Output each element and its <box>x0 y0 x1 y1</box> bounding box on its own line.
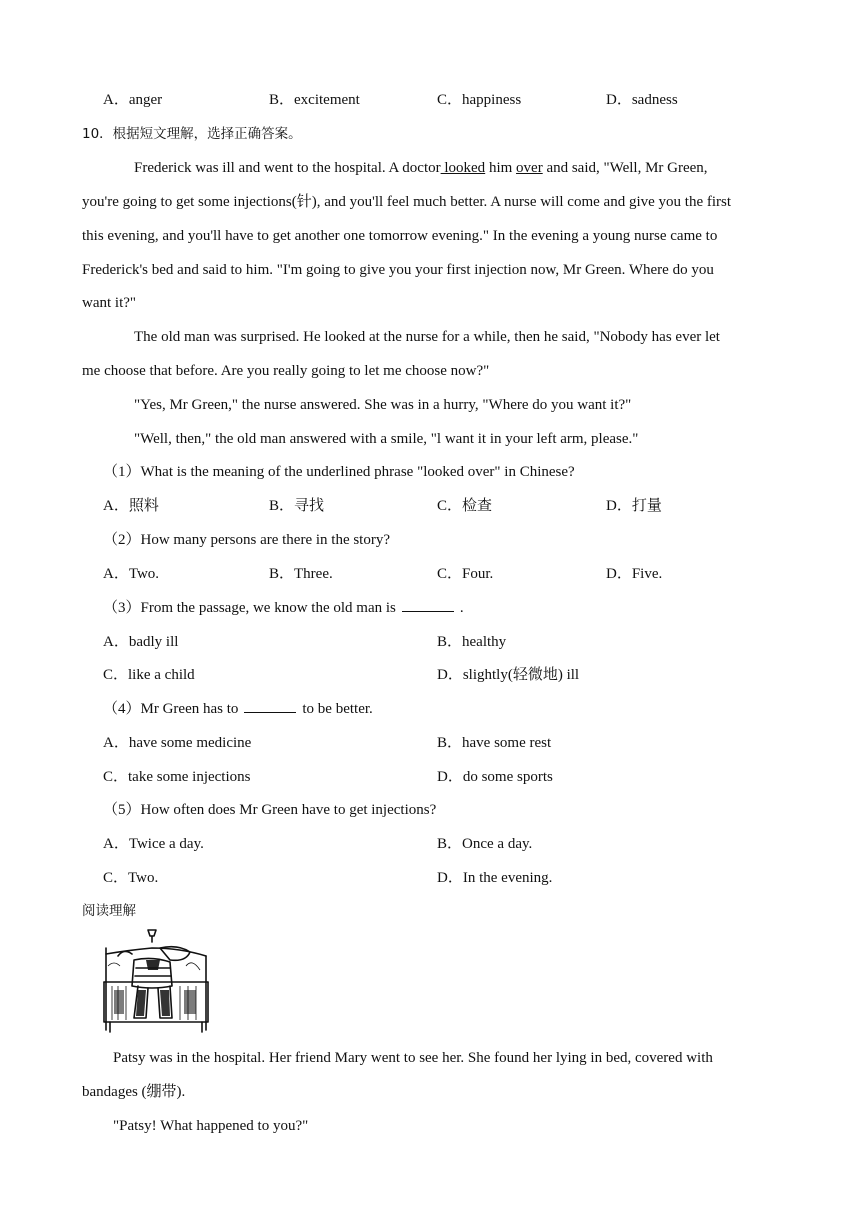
subq3-stem: （3）From the passage, we know the old man is . <box>103 600 464 616</box>
passage-para3: "Yes, Mr Green," the nurse answered. She was in a hurry, "Where do you want it?" <box>134 397 632 413</box>
subq4-option-d: D．do some sports <box>437 769 553 785</box>
subq5-stem: （5）How often does Mr Green have to get injections? <box>103 802 437 818</box>
subq1-stem: （1）What is the meaning of the underlined phrase "looked over" in Chinese? <box>103 464 575 480</box>
passage-para1-line3: this evening, and you'll have to get another one tomorrow evening." In the evening a young nurse came to <box>82 228 718 244</box>
passage-para1-line1: Frederick was ill and went to the hospital. A doctor looked him over and said, "Well, Mr Green, <box>134 160 708 176</box>
q9-option-c: C．happiness <box>437 92 522 108</box>
passage-para4: "Well, then," the old man answered with a smile, "l want it in your left arm, please." <box>134 431 639 447</box>
reading-heading: 阅读理解 <box>82 903 136 919</box>
passage-para1-line2: you're going to get some injections(针), and you'll feel much better. A nurse will come and give you the first <box>82 194 732 210</box>
answer-blank <box>244 700 296 713</box>
passage-para2-line2: me choose that before. Are you really going to let me choose now?" <box>82 363 490 379</box>
answer-blank <box>402 599 454 612</box>
reading-quote: "Patsy! What happened to you?" <box>113 1118 309 1134</box>
q9-option-d: D．sadness <box>606 92 678 108</box>
q10-heading: 10．根据短文理解，选择正确答案。 <box>82 126 302 142</box>
subq1-option-b: B．寻找 <box>269 498 325 514</box>
q9-option-b: B．excitement <box>269 92 360 108</box>
subq2-option-a: A．Two. <box>103 566 160 582</box>
subq3-option-b: B．healthy <box>437 634 507 650</box>
subq4-option-c: C．take some injections <box>103 769 251 785</box>
subq2-option-b: B．Three. <box>269 566 333 582</box>
subq3-option-d: D．slightly(轻微地) ill <box>437 667 580 683</box>
underlined-over: over <box>516 160 543 176</box>
subq1-option-d: D．打量 <box>606 498 662 514</box>
subq2-option-d: D．Five. <box>606 566 663 582</box>
subq3-option-c: C．like a child <box>103 667 195 683</box>
q9-option-a: A．anger <box>103 92 163 108</box>
subq2-stem: （2）How many persons are there in the story? <box>103 532 391 548</box>
subq4-stem: （4）Mr Green has to to be better. <box>103 701 373 717</box>
subq5-option-d: D．In the evening. <box>437 870 553 886</box>
passage-para2-line1: The old man was surprised. He looked at the nurse for a while, then he said, "Nobody has ever let <box>134 329 720 345</box>
subq2-option-c: C．Four. <box>437 566 494 582</box>
underlined-looked: looked <box>440 160 486 176</box>
reading-para1-line2: bandages (绷带). <box>82 1084 186 1100</box>
reading-para1-line1: Patsy was in the hospital. Her friend Mary went to see her. She found her lying in bed, covered with <box>113 1050 713 1066</box>
subq4-option-b: B．have some rest <box>437 735 552 751</box>
subq4-option-a: A．have some medicine <box>103 735 252 751</box>
passage-para1-line5: want it?" <box>82 295 137 311</box>
subq5-option-a: A．Twice a day. <box>103 836 204 852</box>
subq5-option-b: B．Once a day. <box>437 836 533 852</box>
passage-para1-line4: Frederick's bed and said to him. "I'm going to give you your first injection now, Mr Green. Where do you <box>82 262 714 278</box>
hospital-bed-illustration <box>100 926 212 1036</box>
subq1-option-a: A．照料 <box>103 498 159 514</box>
subq1-option-c: C．检查 <box>437 498 493 514</box>
subq3-option-a: A．badly ill <box>103 634 179 650</box>
subq5-option-c: C．Two. <box>103 870 159 886</box>
